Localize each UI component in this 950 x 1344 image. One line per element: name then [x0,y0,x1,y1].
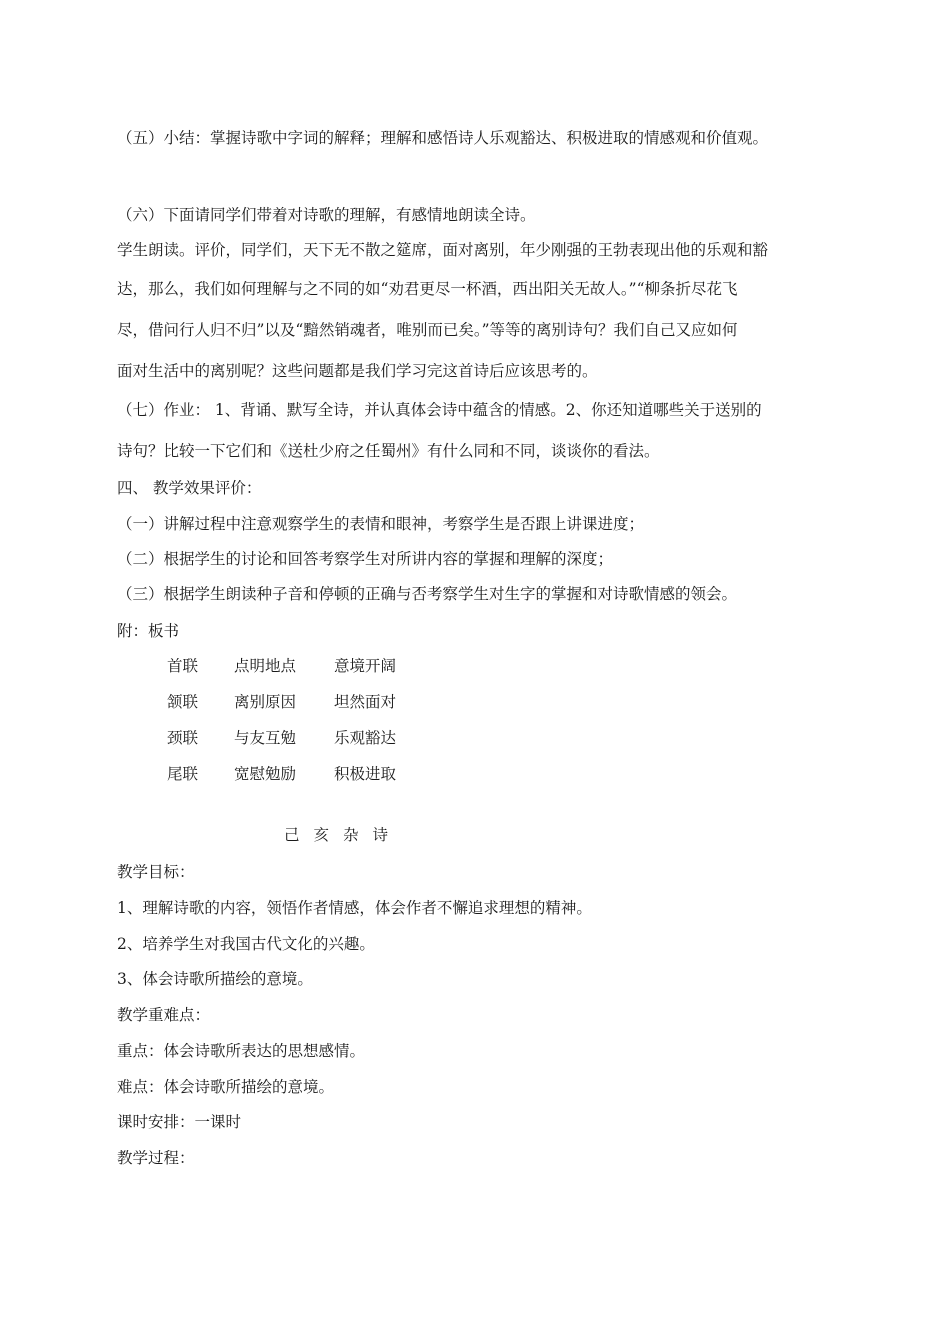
board-col-emotion: 意境开阔 [334,657,397,675]
key-difficulty-heading: 教学重难点： [117,1006,211,1024]
process-heading: 教学过程： [117,1149,195,1167]
goal-item-3: 3、体会诗歌所描绘的意境。 [117,970,313,988]
section-four-heading: 四、 教学效果评价： [117,479,262,497]
evaluation-item-1: （一）讲解过程中注意观察学生的表情和眼神，考察学生是否跟上讲课进度； [117,515,645,533]
evaluation-item-3: （三）根据学生朗读种子音和停顿的正确与否考察学生对生字的掌握和对诗歌情感的领会。 [117,585,738,603]
paragraph-line-4: 面对生活中的离别呢？这些问题都是我们学习完这首诗后应该思考的。 [117,362,598,380]
poem-title: 己亥杂诗 [284,826,403,844]
board-col-emotion: 乐观豁达 [334,729,397,747]
section-six-reading: （六）下面请同学们带着对诗歌的理解，有感情地朗读全诗。 [117,206,536,224]
paragraph-line-2: 达，那么，我们如何理解与之不同的如“劝君更尽一杯酒，西出阳关无故人。”“柳条折尽花飞 [117,280,738,298]
section-seven-homework-1: （七）作业： 1、背诵、默写全诗，并认真体会诗中蕴含的情感。2、你还知道哪些关于送别的 [117,401,762,419]
evaluation-item-2: （二）根据学生的讨论和回答考察学生对所讲内容的掌握和理解的深度； [117,550,614,568]
board-col-content: 点明地点 [234,657,297,675]
board-col-emotion: 坦然面对 [334,693,397,711]
board-col-content: 与友互勉 [234,729,297,747]
paragraph-line-3: 尽，借问行人归不归”以及“黯然销魂者，唯别而已矣。”等等的离别诗句？我们自己又应如何 [117,321,738,339]
board-col-content: 宽慰勉励 [234,765,297,783]
board-col-couplet: 颈联 [167,729,199,747]
schedule: 课时安排：一课时 [117,1113,242,1131]
key-point: 重点：体会诗歌所表达的思想感情。 [117,1042,366,1060]
paragraph-line-1: 学生朗读。评价，同学们，天下无不散之筵席，面对离别，年少刚强的王勃表现出他的乐观和豁 [117,241,769,259]
appendix-heading: 附：板书 [117,622,180,640]
board-col-content: 离别原因 [234,693,297,711]
board-col-couplet: 颔联 [167,693,199,711]
section-five-summary: （五）小结：掌握诗歌中字词的解释；理解和感悟诗人乐观豁达、积极进取的情感观和价值观。 [117,129,769,147]
board-col-emotion: 积极进取 [334,765,397,783]
goals-heading: 教学目标： [117,863,195,881]
goal-item-2: 2、培养学生对我国古代文化的兴趣。 [117,935,375,953]
board-col-couplet: 尾联 [167,765,199,783]
difficult-point: 难点：体会诗歌所描绘的意境。 [117,1078,335,1096]
board-col-couplet: 首联 [167,657,199,675]
goal-item-1: 1、理解诗歌的内容，领悟作者情感，体会作者不懈追求理想的精神。 [117,899,592,917]
section-seven-homework-2: 诗句？比较一下它们和《送杜少府之任蜀州》有什么同和不同，谈谈你的看法。 [117,442,660,460]
